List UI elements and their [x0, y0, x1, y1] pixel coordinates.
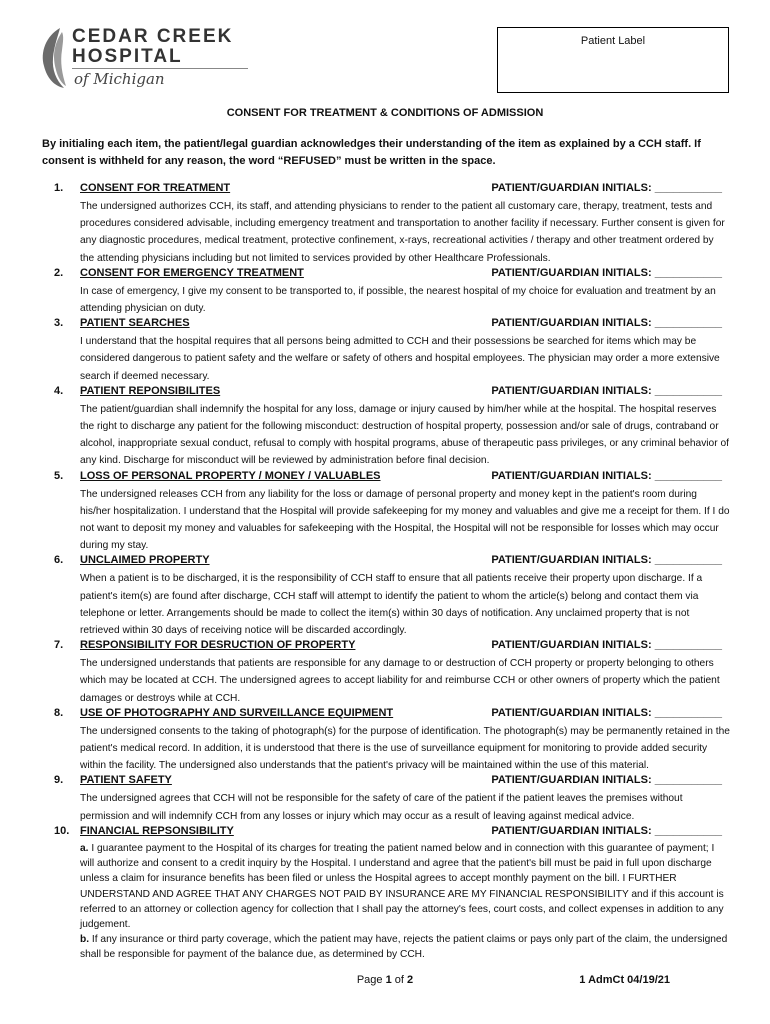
consent-item-6: [42, 554, 732, 639]
consent-item-1: [42, 182, 732, 267]
initials-field[interactable]: PATIENT/GUARDIAN INITIALS: ___________: [491, 554, 722, 567]
item-title: LOSS OF PERSONAL PROPERTY / MONEY / VALUABLES: [80, 469, 381, 482]
item-title: UNCLAIMED PROPERTY: [80, 554, 210, 567]
form-code: 1 AdmCt 04/19/21: [579, 974, 670, 986]
consent-item-7: [42, 639, 732, 707]
initials-field[interactable]: PATIENT/GUARDIAN INITIALS: ___________: [491, 774, 722, 787]
consent-item-9: [42, 774, 732, 824]
logo-text-line1: CEDAR CREEK: [72, 26, 234, 47]
item-number: 2.: [54, 266, 64, 279]
item-title: PATIENT REPONSIBILITES: [80, 384, 221, 397]
intro-paragraph: By initialing each item, the patient/legal guardian acknowledges their understanding of the item as explained by a CCH staff. If consent is withheld for any reason, the word “REFUSED” must be written in the space.: [42, 138, 701, 167]
item-body: The undersigned understands that patients are responsible for any damage to or destruction of CCH property or property belonging to others which may be located at CCH. The undersigned agrees to accept liability for and reimburse CCH or other owners of property which the patient damages or destroys while at CCH.: [80, 658, 720, 704]
consent-item-5: [42, 470, 732, 555]
logo-text-line3: of Michigan: [74, 70, 165, 88]
clause-b-label: b.: [80, 934, 90, 946]
hospital-logo: [38, 24, 258, 94]
initials-field[interactable]: PATIENT/GUARDIAN INITIALS: ___________: [491, 317, 722, 330]
item-title: PATIENT SAFETY: [80, 774, 172, 787]
item-number: 10.: [54, 824, 70, 837]
initials-field[interactable]: PATIENT/GUARDIAN INITIALS: ___________: [491, 182, 722, 194]
page-word: Page: [356, 974, 383, 986]
item-title: CONSENT FOR EMERGENCY TREATMENT: [80, 266, 304, 279]
financial-clause-b: [80, 932, 730, 962]
consent-item-8: [42, 707, 732, 775]
item-title: USE OF PHOTOGRAPHY AND SURVEILLANCE EQUIPMENT: [80, 706, 394, 719]
initials-field[interactable]: PATIENT/GUARDIAN INITIALS: ___________: [491, 706, 722, 719]
item-title: PATIENT SEARCHES: [80, 317, 190, 330]
item-body: The patient/guardian shall indemnify the hospital for any loss, damage or injury caused by him/her while at the hospital. The hospital reserves the right to discharge any patient for the following misconduct: destruction of hospital property, possession and/or sale of drugs, contraband or alcohol, inappropriate sexual conduct, refusal to comply with hospital programs, abuse of therapeutic pass privileges, or any criminal behavior of any kind. Discharge for misconduct will be reviewed by administration before final decision.: [80, 403, 729, 467]
item-title: RESPONSIBILITY FOR DESRUCTION OF PROPERTY: [80, 639, 356, 652]
consent-item-3: [42, 317, 732, 385]
item-body: I understand that the hospital requires that all persons being admitted to CCH and their possessions be searched for items which may be considered dangerous to patient safety and the welfare or safety of others and hospital employees. The physician may order a more extensive search if deemed necessary.: [80, 336, 720, 382]
initials-field[interactable]: PATIENT/GUARDIAN INITIALS: ___________: [491, 824, 722, 837]
patient-label-box[interactable]: [497, 27, 729, 93]
logo-feather-icon: [38, 26, 70, 90]
document-title: CONSENT FOR TREATMENT & CONDITIONS OF ADMISSION: [226, 107, 544, 119]
consent-item-2: [42, 267, 732, 317]
item-title: FINANCIAL REPSONSIBILITY: [80, 824, 234, 837]
consent-item-4: [42, 385, 732, 470]
item-number: 8.: [54, 706, 64, 719]
logo-text-line2: HOSPITAL: [72, 46, 183, 67]
item-number: 3.: [54, 317, 64, 330]
item-body: When a patient is to be discharged, it is the responsibility of CCH staff to ensure that all patients receive their property upon discharge. If a patient's item(s) are found after discharge, CCH staff will attempt to identify the patient to whom the article(s) belong and contact them via telephone or letter. Arrangements should be made to collect the item(s) within 30 days of notification. Any unclaimed property that is not retrieved within 30 days of receiving notice will be discarded accordingly.: [80, 573, 703, 637]
item-number: 9.: [54, 774, 64, 787]
item-title: CONSENT FOR TREATMENT: [80, 182, 231, 194]
clause-a-label: a.: [80, 842, 89, 854]
item-number: 4.: [54, 384, 64, 397]
item-body: The undersigned consents to the taking of photograph(s) for the purpose of identification. The photograph(s) may be permanently retained in the patient's medical record. In addition, it is understood that there is the use of surveillance equipment for monitoring to provide added security within the facility. The undersigned also understands that the patient's privacy will be maintained within the use of this material.: [80, 725, 730, 772]
item-body: The undersigned releases CCH from any liability for the loss or damage of personal property and money kept in the patient's room during his/her hospitalization. I understand that the Hospital will provide safekeeping for my money and valuables and give me a receipt for them. If I do not want to deposit my money and valuables for safekeeping with the Hospital, the Hospital will not be responsible for losses which may occur during my stay.: [80, 488, 730, 552]
clause-a-text: I guarantee payment to the Hospital of its charges for treating the patient named below and in connection with this guarantee of payment; I will authorize and consent to a credit inquiry by the Hospital. I understand and agree that the patient's bill must be paid in full upon discharge unless a claim for insurance benefits has been filed or unless the Hospital agrees to accept monthly payment on the bill. I FURTHER UNDERSTAND AND AGREE THAT ANY CHARGES NOT PAID BY INSURANCE ARE MY FINANCIAL RESPONSIBILITY and if this account is referred to an attorney or collection agency for collection that I shall pay the attorney's fees, court costs, and collect expenses in addition to any judgement.: [80, 842, 724, 930]
patient-label-caption: Patient Label: [580, 35, 646, 47]
clause-b-text: If any insurance or third party coverage, which the patient may have, rejects the patient claims or pays only part of the claim, the undersigned shall be responsible for payment of the balance due, as determined by CCH.: [80, 934, 728, 961]
consent-item-10: [42, 825, 732, 963]
item-body: The undersigned authorizes CCH, its staff, and attending physicians to render to the patient all customary care, therapy, treatment, tests and procedures considered advisable, including emergency treatment and transportation to another facility if necessary. Further consent is given for any diagnostic procedures, medical treatment, protective confinement, x-rays, recreational activities / therapy and other treatment ordered by the attending physicians including but not limited to services provided by other Healthcare Professionals.: [80, 201, 725, 264]
financial-clause-a: [80, 841, 730, 932]
initials-field[interactable]: PATIENT/GUARDIAN INITIALS: ___________: [491, 469, 722, 482]
initials-field[interactable]: PATIENT/GUARDIAN INITIALS: ___________: [491, 384, 722, 397]
item-body: In case of emergency, I give my consent to be transported to, if possible, the nearest hospital of my choice for evaluation and treatment by an attending physician on duty.: [80, 285, 716, 315]
consent-items-list: [42, 182, 732, 963]
logo-divider: [72, 68, 248, 69]
page-of: of: [394, 974, 404, 986]
item-number: 6.: [54, 554, 64, 567]
item-number: 7.: [54, 639, 64, 652]
page-current: 1: [385, 974, 392, 986]
item-number: 5.: [54, 469, 64, 482]
item-number: 1.: [54, 182, 64, 194]
item-body: The undersigned agrees that CCH will not be responsible for the safety of care of the patient if the patient leaves the premises without permission and will indemnify CCH from any losses or injury which may occur as a result of leaving against medical advice.: [80, 793, 683, 822]
initials-field[interactable]: PATIENT/GUARDIAN INITIALS: ___________: [491, 266, 722, 279]
initials-field[interactable]: PATIENT/GUARDIAN INITIALS: ___________: [491, 639, 722, 652]
page-total: 2: [407, 974, 414, 986]
